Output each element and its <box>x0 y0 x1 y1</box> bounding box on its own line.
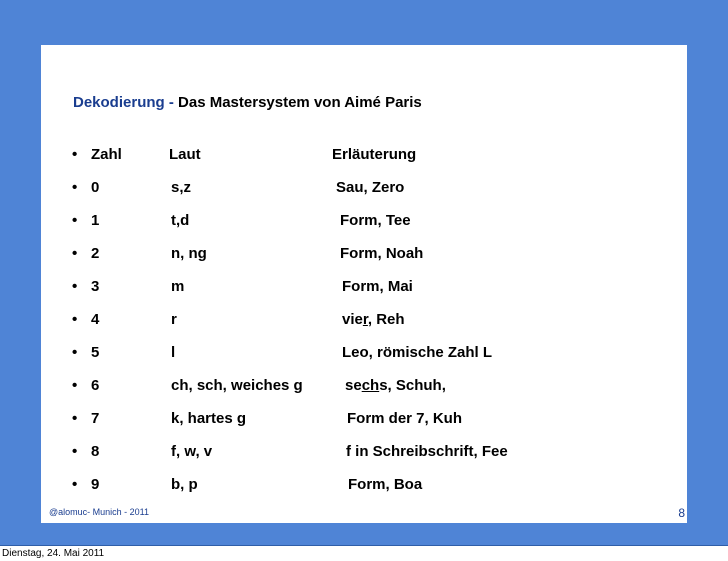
bullet: • <box>72 377 78 394</box>
table-row <box>41 245 687 267</box>
slide-title <box>73 94 422 111</box>
row-laut: b, p <box>171 476 198 493</box>
bullet: • <box>72 212 78 229</box>
bullet: • <box>72 443 78 460</box>
table-row <box>41 377 687 399</box>
row-laut: r <box>171 311 177 328</box>
table-row <box>41 410 687 432</box>
bullet: • <box>72 179 78 196</box>
erl-underlined-sound: ch <box>361 377 380 394</box>
date-label: Dienstag, 24. Mai 2011 <box>2 548 105 559</box>
title-main: Dekodierung <box>73 94 165 111</box>
row-erlaeuterung: Form, Noah <box>340 245 424 262</box>
header-zahl: Zahl <box>91 146 122 163</box>
bullet: • <box>72 146 78 163</box>
slide-content <box>41 45 687 523</box>
row-erlaeuterung: Form der 7, Kuh <box>347 410 463 427</box>
header-erlaeuterung: Erläuterung <box>332 146 417 163</box>
row-erlaeuterung <box>345 377 446 394</box>
table-row <box>41 476 687 498</box>
erl-text: vie <box>342 311 363 328</box>
table-header-row <box>41 146 687 168</box>
row-laut: f, w, v <box>171 443 213 460</box>
bullet: • <box>72 410 78 427</box>
table-row <box>41 179 687 201</box>
row-laut: ch, sch, weiches g <box>171 377 303 394</box>
bullet: • <box>72 476 78 493</box>
row-erlaeuterung: Form, Mai <box>342 278 413 295</box>
erl-underlined-sound: r <box>362 311 368 328</box>
table-row <box>41 212 687 234</box>
row-laut: l <box>171 344 176 361</box>
row-erlaeuterung: Sau, Zero <box>336 179 405 196</box>
table-row <box>41 443 687 465</box>
row-zahl: 3 <box>91 278 100 295</box>
table-row <box>41 344 687 366</box>
row-laut: n, ng <box>171 245 207 262</box>
row-zahl: 7 <box>91 410 100 427</box>
title-subtitle: Das Mastersystem von Aimé Paris <box>178 94 422 111</box>
row-laut: s,z <box>171 179 192 196</box>
row-zahl: 5 <box>91 344 100 361</box>
row-erlaeuterung: Form, Tee <box>340 212 411 229</box>
row-erlaeuterung <box>342 311 405 328</box>
bullet: • <box>72 344 78 361</box>
row-laut: k, hartes g <box>171 410 247 427</box>
bullet: • <box>72 245 78 262</box>
row-laut: m <box>171 278 185 295</box>
erl-text: se <box>345 377 362 394</box>
row-erlaeuterung: f in Schreibschrift, Fee <box>346 443 508 460</box>
row-zahl: 9 <box>91 476 100 493</box>
footer-credit: @alomuc- Munich - 2011 <box>49 507 150 517</box>
bullet: • <box>72 278 78 295</box>
erl-text: s, Schuh, <box>379 377 446 394</box>
row-erlaeuterung: Leo, römische Zahl L <box>342 344 493 361</box>
row-erlaeuterung: Form, Boa <box>348 476 423 493</box>
row-zahl: 1 <box>91 212 100 229</box>
row-zahl: 0 <box>91 179 100 196</box>
header-laut: Laut <box>169 146 201 163</box>
row-zahl: 2 <box>91 245 100 262</box>
table-row <box>41 311 687 333</box>
title-dash: - <box>168 94 174 111</box>
page-number: 8 <box>678 506 685 520</box>
erl-text: , Reh <box>367 311 405 328</box>
table-row <box>41 278 687 300</box>
row-zahl: 8 <box>91 443 100 460</box>
row-laut: t,d <box>171 212 190 229</box>
row-zahl: 6 <box>91 377 100 394</box>
bullet: • <box>72 311 78 328</box>
row-zahl: 4 <box>91 311 100 328</box>
